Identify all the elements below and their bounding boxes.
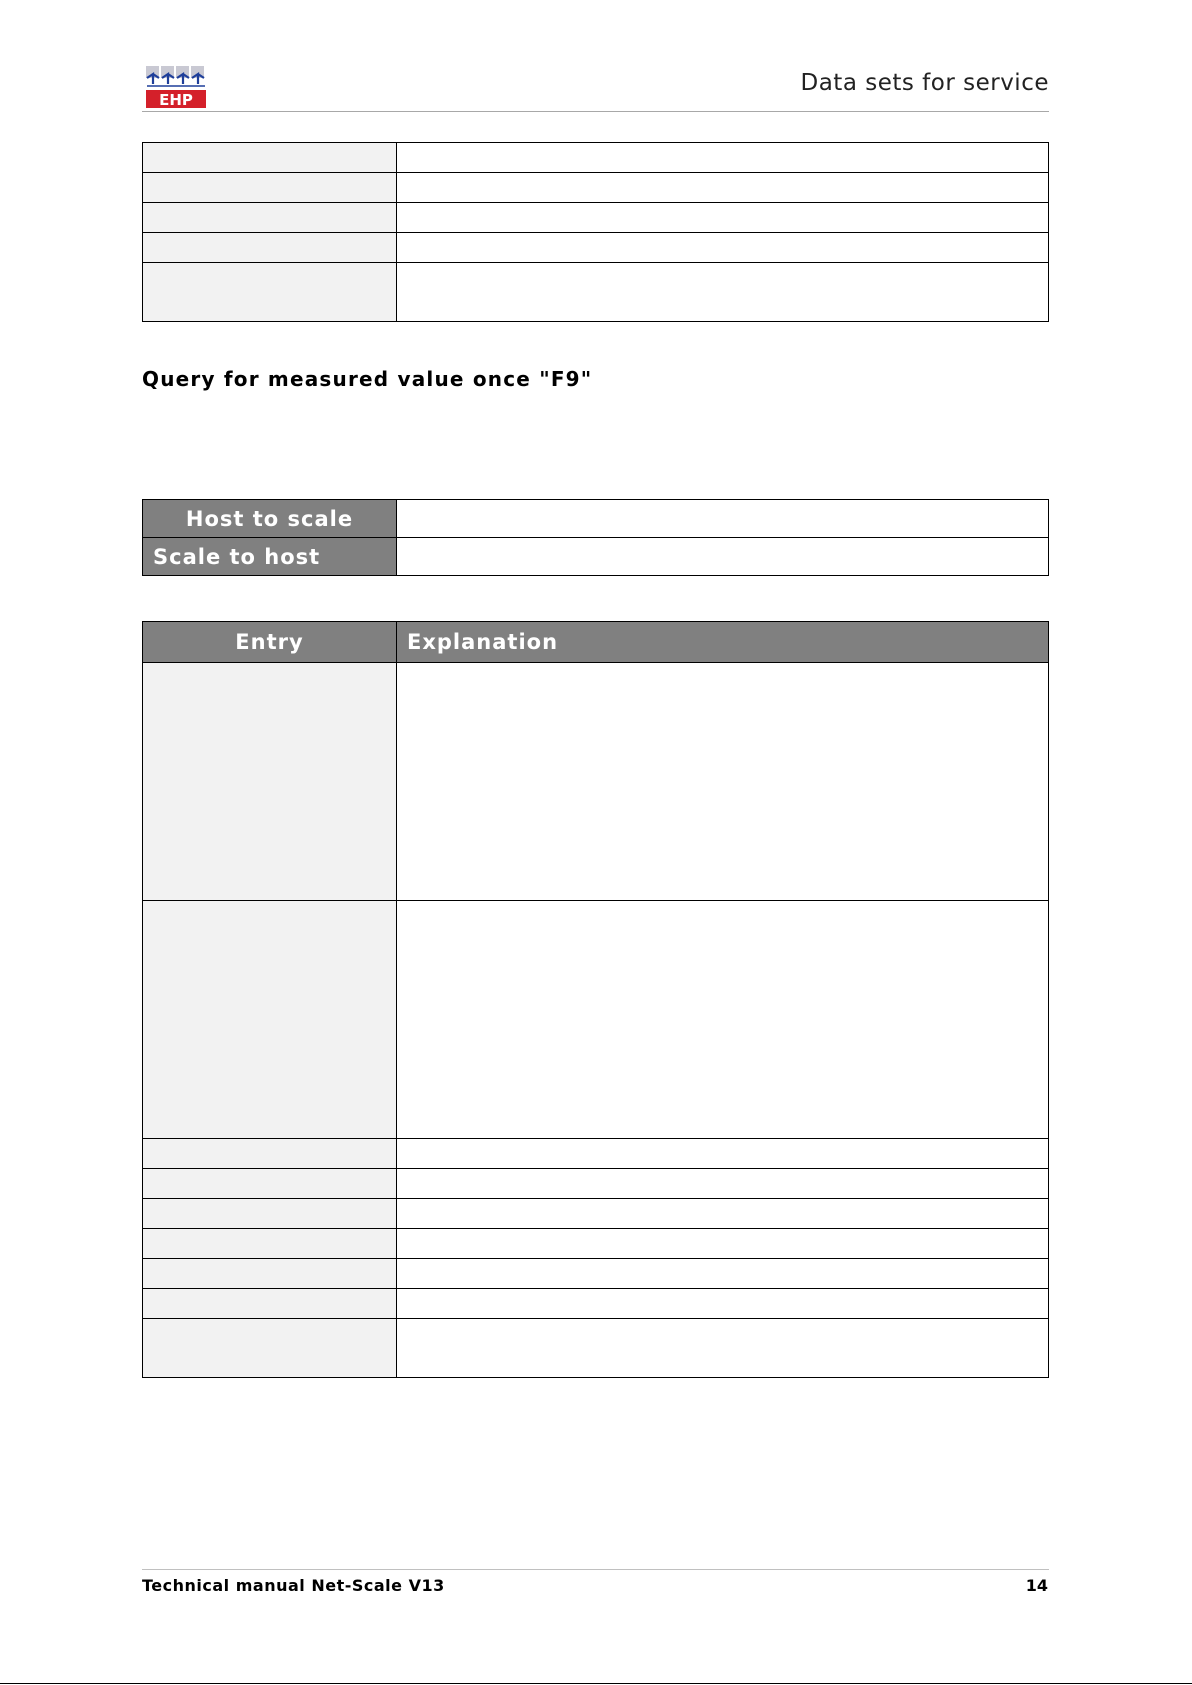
table-header-row [143,622,1049,663]
table-cell-value [397,233,1049,263]
table-cell-label [143,203,397,233]
table-cell-explanation [397,1169,1049,1199]
top-table [142,142,1049,322]
table-cell-entry [143,1139,397,1169]
scale-to-host-value [397,538,1049,576]
page-edge-line [0,1683,1192,1684]
table-row [143,173,1049,203]
table-cell-entry [143,1319,397,1378]
header-divider [142,111,1049,112]
table-cell-label [143,263,397,322]
table-cell-entry [143,1199,397,1229]
table-row [143,143,1049,173]
table-row [143,1229,1049,1259]
communication-table [142,499,1049,576]
footer-divider [142,1569,1049,1570]
table-cell-entry [143,663,397,901]
column-header-entry: Entry [143,622,397,663]
table-cell-explanation [397,1139,1049,1169]
svg-text:EHP: EHP [159,91,193,109]
table-cell-label [143,143,397,173]
table-cell-label [143,173,397,203]
column-header-explanation: Explanation [397,622,1049,663]
scale-to-host-label: Scale to host [143,538,397,576]
table-cell-entry [143,1229,397,1259]
table-cell-value [397,263,1049,322]
table-cell-explanation [397,1229,1049,1259]
table-row [143,538,1049,576]
entries-table [142,621,1049,1378]
page-number: 14 [1025,1576,1048,1595]
table-row [143,1259,1049,1289]
ehp-logo [145,66,207,110]
table-cell-explanation [397,1319,1049,1378]
table-row [143,233,1049,263]
host-to-scale-label: Host to scale [143,500,397,538]
page-header-title: Data sets for service [800,70,1049,96]
table-cell-value [397,203,1049,233]
table-cell-entry [143,1169,397,1199]
table-cell-explanation [397,1259,1049,1289]
table-cell-explanation [397,901,1049,1139]
table-cell-explanation [397,1289,1049,1319]
table-row [143,901,1049,1139]
table-row [143,500,1049,538]
table-cell-entry [143,1259,397,1289]
table-row [143,1199,1049,1229]
table-cell-entry [143,1289,397,1319]
footer-manual-title: Technical manual Net-Scale V13 [142,1576,445,1595]
table-row [143,1139,1049,1169]
table-cell-entry [143,901,397,1139]
table-cell-explanation [397,663,1049,901]
table-cell-value [397,143,1049,173]
table-row [143,203,1049,233]
table-cell-label [143,233,397,263]
table-row [143,263,1049,322]
table-row [143,1319,1049,1378]
section-heading: Query for measured value once "F9" [142,367,593,391]
table-row [143,1289,1049,1319]
table-row [143,663,1049,901]
table-cell-explanation [397,1199,1049,1229]
table-cell-value [397,173,1049,203]
host-to-scale-value [397,500,1049,538]
table-row [143,1169,1049,1199]
